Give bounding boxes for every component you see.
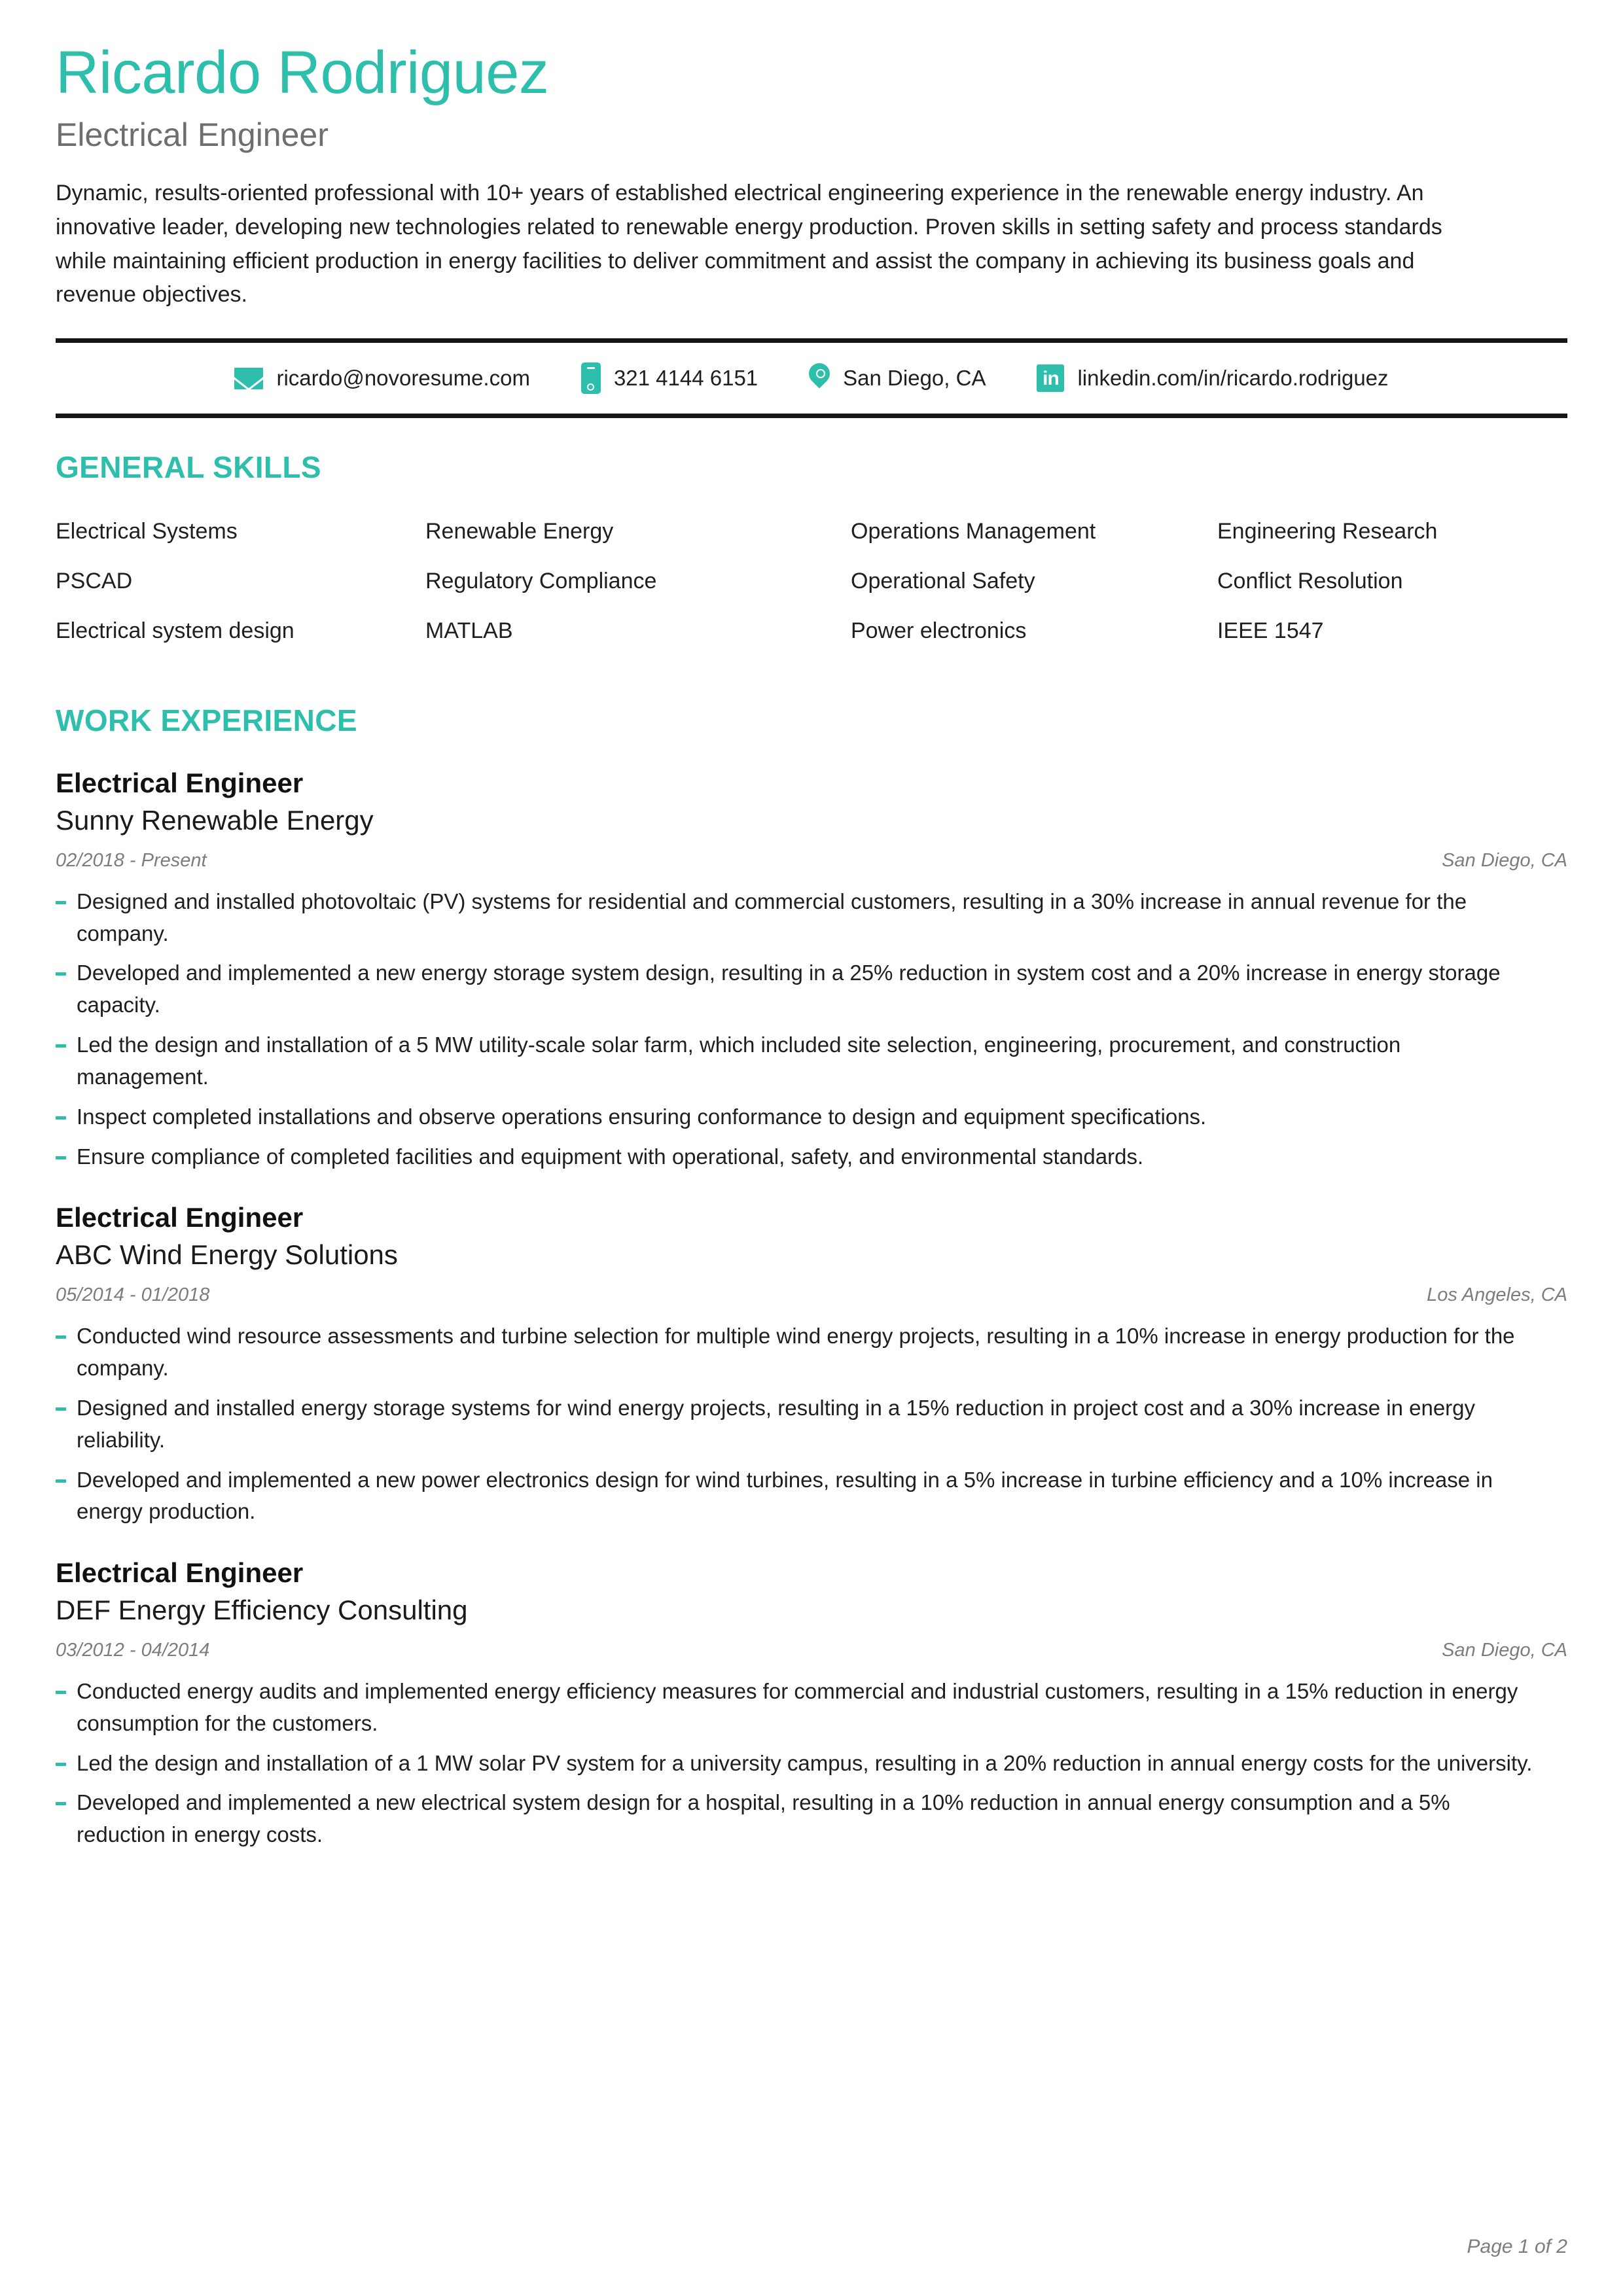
contact-bar-wrapper [56,338,1567,418]
job-dates: 05/2014 - 01/2018 [56,1284,210,1306]
bullet-item [56,1464,1567,1528]
bullet-text: Designed and installed energy storage systems for wind energy projects, resulting in a 15% reduction in project cost and a 30% increase in energy reliability. [77,1395,1476,1452]
phone-icon [581,362,601,394]
bullet-text: Inspect completed installations and observe operations ensuring conformance to design and equipment specifications. [77,1104,1207,1129]
bullet-item [56,957,1567,1021]
bullet-item [56,1141,1567,1173]
page-indicator: Page 1 of 2 [1467,2236,1567,2257]
dash-bullet-icon [56,1691,66,1694]
job-entry [56,1557,1567,1851]
general-skills-section [56,450,1567,660]
bullet-item [56,886,1567,950]
divider-bottom [56,414,1567,418]
job-bullets [56,1676,1567,1851]
bullet-text: Conducted energy audits and implemented energy efficiency measures for commercial and industrial customers, resulting in a 15% reduction in energy consumption for the customers. [77,1678,1518,1735]
dash-bullet-icon [56,1407,66,1411]
job-role: Electrical Engineer [56,768,304,799]
skill-item: Operations Management [851,519,1096,544]
job-bullets [56,886,1567,1173]
job-dates: 03/2012 - 04/2014 [56,1639,210,1661]
job-location: Los Angeles, CA [1427,1284,1567,1306]
job-company: DEF Energy Efficiency Consulting [56,1594,468,1625]
dash-bullet-icon [56,1763,66,1766]
contact-linkedin-text: linkedin.com/in/ricardo.rodriguez [1077,366,1389,391]
dash-bullet-icon [56,972,66,976]
contact-location-text: San Diego, CA [843,366,986,391]
skill-item: Renewable Energy [425,519,614,544]
skill-item: PSCAD [56,569,133,594]
job-company: Sunny Renewable Energy [56,804,374,836]
skill-item: MATLAB [425,618,513,644]
skill-item: Power electronics [851,618,1027,644]
job-role: Electrical Engineer [56,1557,304,1589]
skill-item: Regulatory Compliance [425,569,657,594]
header-job-title: Electrical Engineer [56,116,329,154]
contact-bar [56,343,1567,414]
job-role: Electrical Engineer [56,1202,304,1233]
job-location: San Diego, CA [1442,1639,1567,1661]
job-entry [56,767,1567,1173]
job-meta [56,850,1567,872]
skill-item: Electrical Systems [56,519,238,544]
skill-item: Operational Safety [851,569,1035,594]
job-bullets [56,1320,1567,1528]
dash-bullet-icon [56,1802,66,1805]
contact-item-location [809,363,986,393]
divider-top [56,338,1567,343]
contact-item-phone[interactable] [581,362,758,394]
bullet-item [56,1392,1567,1457]
bullet-text: Developed and implemented a new power electronics design for wind turbines, resulting in a 5% increase in turbine efficiency and a 10% increase in energy production. [77,1467,1493,1524]
bullet-text: Developed and implemented a new electrical system design for a hospital, resulting in a 10% reduction in annual energy consumption and a 5% reduction in energy costs. [77,1790,1450,1847]
dash-bullet-icon [56,901,66,904]
bullet-text: Conducted wind resource assessments and turbine selection for multiple wind energy projects, resulting in a 10% increase in energy production for the company. [77,1324,1515,1381]
bullet-item [56,1101,1567,1133]
skill-item: Conflict Resolution [1217,569,1403,594]
bullet-text: Developed and implemented a new energy storage system design, resulting in a 25% reduction in system cost and a 20% increase in energy storage capacity. [77,961,1501,1017]
bullet-item [56,1320,1567,1385]
section-heading-work-experience: WORK EXPERIENCE [56,703,357,738]
bullet-text: Ensure compliance of completed facilities and equipment with operational, safety, and environmental standards. [77,1144,1144,1169]
bullet-item [56,1029,1567,1093]
contact-email-text: ricardo@novoresume.com [276,366,530,391]
contact-item-linkedin[interactable] [1037,364,1388,392]
bullet-item [56,1676,1567,1740]
skill-item: IEEE 1547 [1217,618,1324,644]
dash-bullet-icon [56,1116,66,1120]
job-company: ABC Wind Energy Solutions [56,1239,398,1270]
page-title: Ricardo Rodriguez [56,39,549,106]
dash-bullet-icon [56,1044,66,1048]
bullet-text: Led the design and installation of a 1 MW solar PV system for a university campus, resulting in a 20% reduction in annual energy costs for the university. [77,1750,1533,1775]
bullet-item [56,1787,1567,1851]
professional-summary: Dynamic, results-oriented professional with 10+ years of established electrical engineering experience in the renewable energy industry. An innovative leader, developing new technologies related to renewable energy production. Proven skills in setting safety and process standards while maintaining efficient production in energy facilities to deliver commitment and assist the company in achieving its business goals and revenue objectives. [56,181,1442,308]
job-meta [56,1284,1567,1306]
job-entry [56,1201,1567,1528]
contact-item-email[interactable] [234,366,529,391]
dash-bullet-icon [56,1479,66,1483]
work-experience-section [56,703,1567,1851]
section-heading-general-skills: GENERAL SKILLS [56,450,322,485]
job-dates: 02/2018 - Present [56,849,207,871]
contact-phone-text: 321 4144 6151 [613,366,758,391]
job-location: San Diego, CA [1442,849,1567,871]
skill-item: Electrical system design [56,618,294,644]
linkedin-icon: in [1037,364,1064,392]
mail-icon [234,368,263,389]
skills-grid [56,511,1567,660]
bullet-text: Led the design and installation of a 5 MW utility-scale solar farm, which included site selection, engineering, procurement, and construction management. [77,1033,1401,1089]
dash-bullet-icon [56,1335,66,1339]
dash-bullet-icon [56,1156,66,1159]
location-pin-icon [809,363,830,393]
skill-item: Engineering Research [1217,519,1438,544]
bullet-text: Designed and installed photovoltaic (PV) systems for residential and commercial customers, resulting in a 30% increase in annual revenue for the company. [77,889,1467,945]
bullet-item [56,1748,1567,1780]
resume-header [56,0,1567,312]
job-meta [56,1640,1567,1661]
